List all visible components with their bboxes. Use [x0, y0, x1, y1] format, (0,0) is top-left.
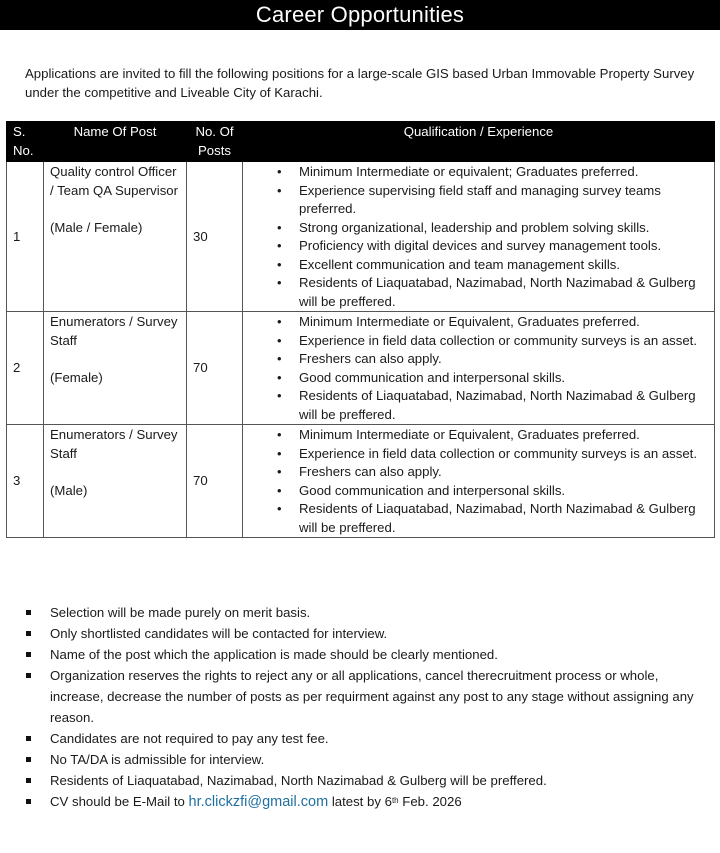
cv-submission-note: CV should be E-Mail to hr.clickzfi@gmail.com latest by 6th Feb. 2026 [25, 791, 705, 813]
list-item: Organization reserves the rights to reject any or all applications, cancel therecruitment process or whole, increase, decrease the number of posts as per requirment against any post to any stage without assigning any reason. [25, 665, 705, 728]
bullet-icon: • [277, 219, 282, 235]
email-link[interactable]: hr.clickzfi@gmail.com [188, 794, 329, 810]
list-item: • Strong organizational, leadership and problem solving skills. [249, 219, 708, 238]
square-bullet-icon [26, 631, 31, 636]
square-bullet-icon [26, 799, 31, 804]
terms-list [25, 602, 705, 813]
list-item: • Freshers can also apply. [249, 350, 708, 369]
positions-table [6, 121, 715, 538]
list-item: Candidates are not required to pay any test fee. [25, 728, 705, 749]
row-qualifications [243, 312, 715, 425]
list-item: • Good communication and interpersonal skills. [249, 369, 708, 388]
list-item: • Minimum Intermediate or Equivalent, Graduates preferred. [249, 313, 708, 332]
bullet-icon: • [277, 182, 282, 198]
header-name-of-post: Name Of Post [44, 122, 187, 162]
row-posts-count: 70 [187, 425, 243, 538]
bullet-icon: • [277, 238, 282, 253]
intro-paragraph: Applications are invited to fill the following positions for a large-scale GIS based Urban Immovable Property Survey under the competitive and Liveable City of Karachi. [25, 66, 695, 100]
table-row [7, 162, 715, 312]
square-bullet-icon [26, 610, 31, 615]
square-bullet-icon [26, 652, 31, 657]
list-item: • Minimum Intermediate or equivalent; Graduates preferred. [249, 163, 708, 182]
list-item: • Proficiency with digital devices and survey management tools. [249, 237, 708, 256]
list-item: • Experience supervising field staff and managing survey teams preferred. [277, 182, 661, 216]
list-item: • Excellent communication and team management skills. [249, 256, 708, 275]
row-posts-count: 70 [187, 312, 243, 425]
list-item: • Freshers can also apply. [249, 463, 708, 482]
list-item: • Residents of Liaquatabad, Nazimabad, North Nazimabad & Gulberg will be preffered. [277, 501, 696, 535]
header-no-of-posts: No. Of Posts [187, 122, 243, 162]
list-item: Selection will be made purely on merit basis. [25, 602, 705, 623]
row-sno: 2 [7, 312, 44, 425]
row-post-name [44, 162, 187, 312]
page-title: Career Opportunities [0, 0, 720, 30]
table-row [7, 312, 715, 425]
bullet-icon: • [277, 464, 282, 479]
bullet-icon: • [277, 482, 282, 498]
bullet-icon: • [277, 501, 282, 516]
bullet-icon: • [277, 445, 282, 461]
list-item: No TA/DA is admissible for interview. [25, 749, 705, 770]
bullet-icon: • [277, 275, 282, 290]
list-item: • Experience in field data collection or community surveys is an asset. [249, 332, 708, 351]
bullet-icon: • [277, 427, 282, 442]
square-bullet-icon [26, 757, 31, 762]
bullet-icon: • [277, 314, 282, 329]
bullet-icon: • [277, 351, 282, 366]
table-row [7, 425, 715, 538]
row-qualifications [243, 425, 715, 538]
bullet-icon: • [277, 388, 282, 403]
row-sno: 3 [7, 425, 44, 538]
post-gender: (Male) [50, 482, 88, 498]
list-item: Only shortlisted candidates will be contacted for interview. [25, 623, 705, 644]
square-bullet-icon [26, 736, 31, 741]
bullet-icon: • [277, 369, 282, 385]
header-qualification: Qualification / Experience [243, 122, 715, 162]
list-item: • Residents of Liaquatabad, Nazimabad, North Nazimabad & Gulberg will be preffered. [277, 388, 696, 422]
post-title: Enumerators / Survey Staff [50, 314, 178, 348]
bullet-icon: • [277, 332, 282, 348]
square-bullet-icon [26, 673, 31, 678]
row-sno: 1 [7, 162, 44, 312]
bullet-icon: • [277, 164, 282, 179]
row-posts-count: 30 [187, 162, 243, 312]
square-bullet-icon [26, 778, 31, 783]
list-item: Name of the post which the application is made should be clearly mentioned. [25, 644, 705, 665]
list-item: • Minimum Intermediate or Equivalent, Graduates preferred. [249, 426, 708, 445]
table-header-row [7, 122, 715, 162]
qualification-list [249, 313, 708, 424]
qualification-list [249, 426, 708, 537]
post-title: Enumerators / Survey Staff [50, 427, 178, 461]
post-gender: (Male / Female) [50, 219, 143, 235]
qualification-list [249, 163, 708, 311]
post-title: Quality control Officer / Team QA Supervisor [50, 164, 179, 198]
list-item: • Experience in field data collection or community surveys is an asset. [249, 445, 708, 464]
list-item: Residents of Liaquatabad, Nazimabad, North Nazimabad & Gulberg will be preffered. [25, 770, 705, 791]
header-sno: S. No. [7, 122, 44, 162]
list-item: • Good communication and interpersonal skills. [249, 482, 708, 501]
bullet-icon: • [277, 256, 282, 272]
row-post-name [44, 312, 187, 425]
list-item: • Residents of Liaquatabad, Nazimabad, North Nazimabad & Gulberg will be preffered. [277, 275, 696, 309]
post-gender: (Female) [50, 369, 103, 385]
row-post-name [44, 425, 187, 538]
row-qualifications [243, 162, 715, 312]
